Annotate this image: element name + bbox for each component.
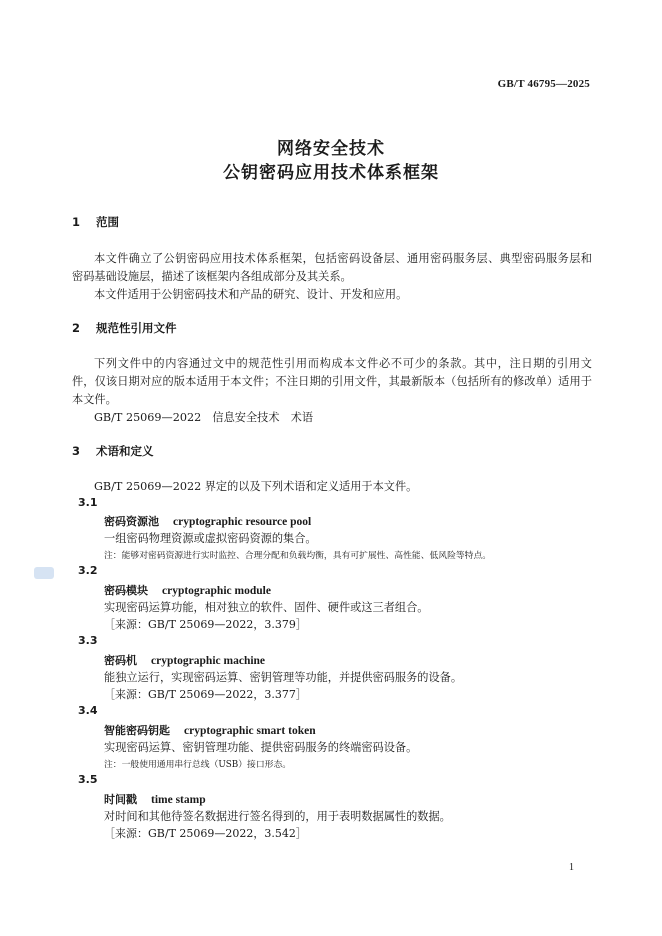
term-english: cryptographic module	[162, 585, 271, 597]
term-title	[104, 791, 206, 807]
document-title-line1: 网络安全技术	[277, 139, 385, 159]
term-definition: 实现密码运算、密钥管理功能、提供密码服务的终端密码设备。	[104, 741, 418, 754]
section-number: 1	[72, 215, 81, 229]
document-code: GB/T 46795—2025	[497, 78, 590, 90]
term-note: 注：一般使用通用串行总线（USB）接口形态。	[104, 760, 292, 770]
term-number: 3.1	[78, 496, 98, 509]
term-number: 3.5	[78, 773, 98, 786]
normative-reference: GB/T 25069—2022 信息安全技术 术语	[94, 411, 314, 424]
term-number: 3.3	[78, 634, 98, 647]
paragraph-line: 下列文件中的内容通过文中的规范性引用而构成本文件必不可少的条款。其中，注日期的引用文	[94, 357, 592, 370]
term-title	[104, 652, 265, 668]
paragraph-line: 本文件。	[72, 393, 117, 406]
section-number: 2	[72, 321, 81, 335]
term-chinese: 密码模块	[104, 584, 148, 597]
term-number: 3.2	[78, 564, 98, 577]
term-english: cryptographic machine	[151, 655, 266, 667]
term-definition: 对时间和其他待签名数据进行签名得到的，用于表明数据属性的数据。	[104, 810, 451, 823]
term-source: ［来源：GB/T 25069—2022，3.379］	[104, 618, 307, 631]
term-chinese: 密码资源池	[104, 515, 159, 528]
term-number: 3.4	[78, 704, 98, 717]
page-number: 1	[569, 862, 574, 873]
document-title-line2: 公钥密码应用技术体系框架	[223, 163, 439, 183]
term-chinese: 时间戳	[104, 793, 137, 806]
paragraph-line: 本文件确立了公钥密码应用技术体系框架，包括密码设备层、通用密码服务层、典型密码服务层和	[94, 252, 592, 265]
section-title: 规范性引用文件	[96, 321, 177, 335]
term-chinese: 智能密码钥匙	[104, 724, 170, 737]
term-english: cryptographic resource pool	[173, 516, 312, 528]
terms-intro: GB/T 25069—2022 界定的以及下列术语和定义适用于本文件。	[94, 480, 418, 493]
term-english: time stamp	[151, 794, 206, 806]
section-title: 术语和定义	[96, 444, 154, 458]
term-definition: 实现密码运算功能，相对独立的软件、固件、硬件或这三者组合。	[104, 601, 429, 614]
term-english: cryptographic smart token	[184, 725, 316, 737]
section-3-heading	[72, 443, 154, 459]
term-definition: 一组密码物理资源或虚拟密码资源的集合。	[104, 532, 317, 545]
paragraph-line: 件，仅该日期对应的版本适用于本文件；不注日期的引用文件，其最新版本（包括所有的修改单）适用于	[72, 375, 592, 388]
section-title: 范围	[96, 215, 119, 229]
section-2-heading	[72, 320, 177, 336]
term-source: ［来源：GB/T 25069—2022，3.377］	[104, 688, 307, 701]
section-number: 3	[72, 444, 81, 458]
term-definition: 能独立运行，实现密码运算、密钥管理等功能，并提供密码服务的设备。	[104, 671, 463, 684]
term-note: 注：能够对密码资源进行实时监控、合理分配和负载均衡，具有可扩展性、高性能、低风险等特点。	[104, 551, 492, 561]
paragraph-line: 密码基础设施层，描述了该框架内各组成部分及其关系。	[72, 270, 352, 283]
term-title	[104, 722, 316, 738]
term-title	[104, 513, 311, 529]
term-chinese: 密码机	[104, 654, 137, 667]
paragraph-line: 本文件适用于公钥密码技术和产品的研究、设计、开发和应用。	[94, 288, 408, 301]
term-title	[104, 582, 271, 598]
term-source: ［来源：GB/T 25069—2022，3.542］	[104, 827, 307, 840]
side-stamp-icon	[34, 567, 54, 579]
section-1-heading	[72, 214, 119, 230]
